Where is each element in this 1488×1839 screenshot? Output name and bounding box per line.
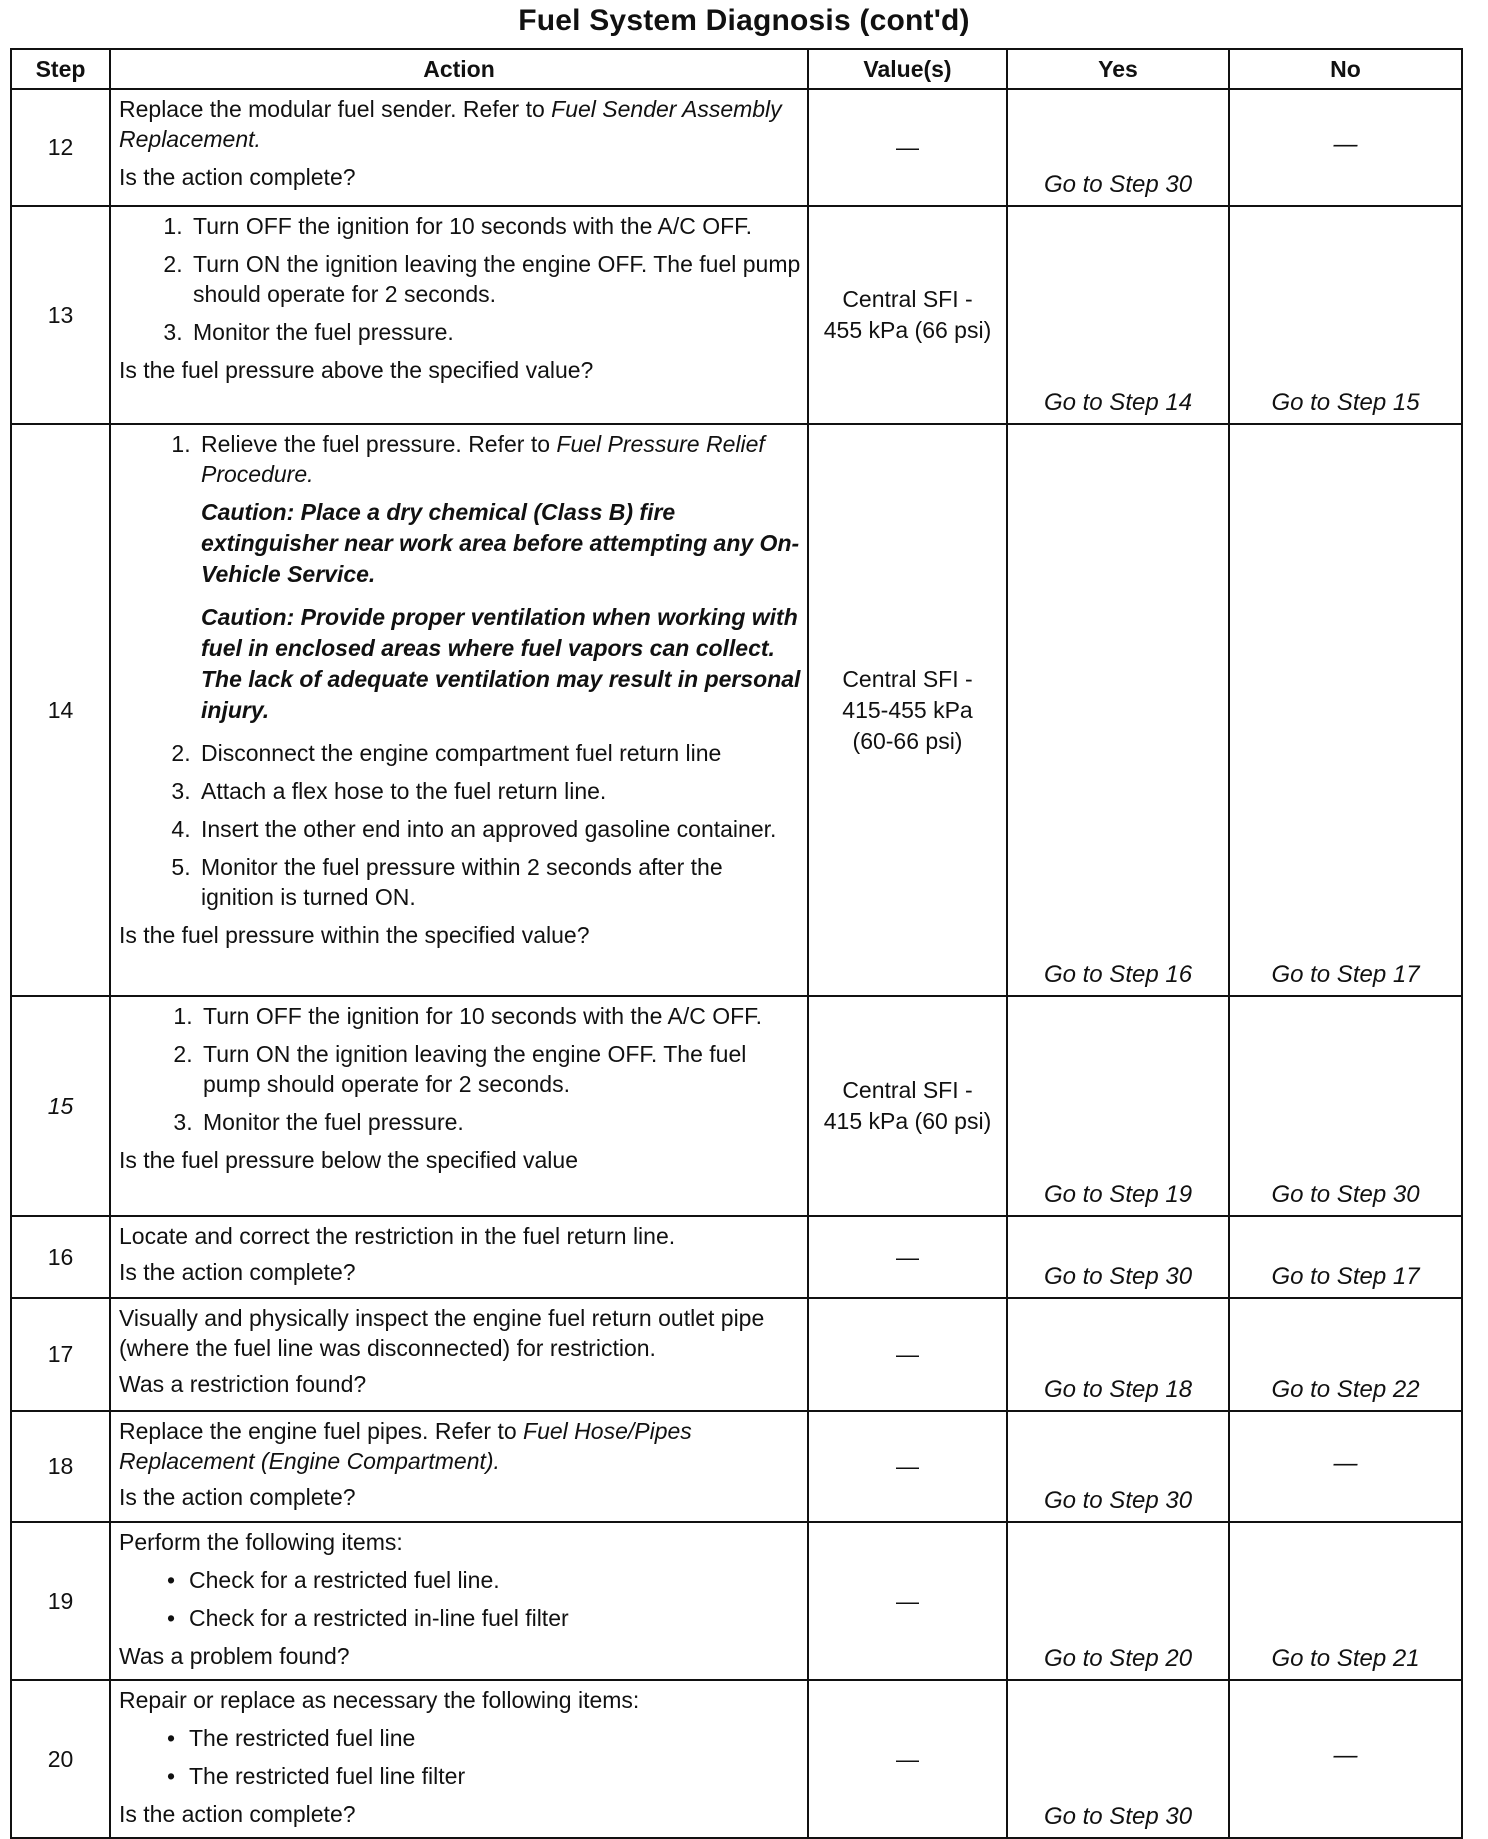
value-cell: — xyxy=(808,1298,1007,1411)
list-item: • The restricted fuel line xyxy=(189,1723,801,1753)
action-question: Is the action complete? xyxy=(119,164,356,190)
list-item: 3. Attach a flex hose to the fuel return line. xyxy=(197,776,801,806)
caution-note: Caution: Place a dry chemical (Class B) fire extinguisher near work area before attempting any On-Vehicle Service. xyxy=(201,499,800,587)
table-row-step-14 xyxy=(11,424,1462,996)
list-item: 2. Turn ON the ignition leaving the engine OFF. The fuel pump should operate for 2 seconds. xyxy=(189,249,801,309)
table-row-step-15 xyxy=(11,996,1462,1216)
action-cell xyxy=(110,996,808,1216)
header-row xyxy=(11,49,1462,89)
step-number: 13 xyxy=(11,206,110,424)
action-question: Is the fuel pressure within the specified value? xyxy=(119,922,590,948)
list-item: 4. Insert the other end into an approved gasoline container. xyxy=(197,814,801,844)
step-number: 19 xyxy=(11,1522,110,1680)
action-question: Is the action complete? xyxy=(119,1259,356,1285)
action-cell xyxy=(110,1522,808,1680)
no-cell: Go to Step 22 xyxy=(1229,1298,1462,1411)
no-cell: Go to Step 15 xyxy=(1229,206,1462,424)
value-cell: — xyxy=(808,1680,1007,1838)
action-text: Visually and physically inspect the engine fuel return outlet pipe (where the fuel line was disconnected) for restriction. xyxy=(119,1305,765,1361)
action-text: Replace the modular fuel sender. Refer to Fuel Sender Assembly Replacement. xyxy=(119,96,782,152)
no-cell: Go to Step 17 xyxy=(1229,424,1462,996)
table-row-step-16 xyxy=(11,1216,1462,1298)
page-title: Fuel System Diagnosis (cont'd) xyxy=(518,4,970,37)
caution-note: Caution: Provide proper ventilation when working with fuel in enclosed areas where fuel vapors can collect. The lack of adequate ventilation may result in personal injury. xyxy=(201,604,801,723)
action-cell xyxy=(110,424,808,996)
action-question: Is the action complete? xyxy=(119,1484,356,1510)
table-row-step-12 xyxy=(11,89,1462,206)
action-text: Repair or replace as necessary the following items: xyxy=(119,1687,640,1713)
action-question: Is the fuel pressure above the specified value? xyxy=(119,357,594,383)
list-item: 1. Turn OFF the ignition for 10 seconds with the A/C OFF. xyxy=(189,211,801,241)
yes-cell: Go to Step 30 xyxy=(1007,89,1229,206)
list-item: 3. Monitor the fuel pressure. xyxy=(199,1107,801,1137)
value-cell: Central SFI - 415 kPa (60 psi) xyxy=(808,996,1007,1216)
yes-cell: Go to Step 30 xyxy=(1007,1680,1229,1838)
value-cell: Central SFI - 415-455 kPa (60-66 psi) xyxy=(808,424,1007,996)
action-cell xyxy=(110,89,808,206)
yes-cell: Go to Step 30 xyxy=(1007,1216,1229,1298)
action-question: Was a restriction found? xyxy=(119,1371,367,1397)
action-steps xyxy=(119,1001,801,1137)
yes-cell: Go to Step 30 xyxy=(1007,1411,1229,1522)
table-row-step-20 xyxy=(11,1680,1462,1838)
value-cell: — xyxy=(808,1216,1007,1298)
header-step: Step xyxy=(11,49,110,89)
action-question: Was a problem found? xyxy=(119,1643,350,1669)
yes-cell: Go to Step 18 xyxy=(1007,1298,1229,1411)
step-number: 12 xyxy=(11,89,110,206)
list-item: 2. Disconnect the engine compartment fuel return line xyxy=(197,738,801,768)
table-row-step-13 xyxy=(11,206,1462,424)
header-no: No xyxy=(1229,49,1462,89)
action-cell xyxy=(110,1680,808,1838)
value-cell: Central SFI - 455 kPa (66 psi) xyxy=(808,206,1007,424)
header-action: Action xyxy=(110,49,808,89)
step-number: 17 xyxy=(11,1298,110,1411)
table-row-step-18 xyxy=(11,1411,1462,1522)
diagnosis-table xyxy=(10,48,1463,1839)
no-cell: — xyxy=(1229,89,1462,206)
value-cell: — xyxy=(808,1411,1007,1522)
list-item: 3. Monitor the fuel pressure. xyxy=(189,317,801,347)
header-values: Value(s) xyxy=(808,49,1007,89)
action-text: Perform the following items: xyxy=(119,1529,403,1555)
action-steps xyxy=(119,211,801,347)
table-row-step-19 xyxy=(11,1522,1462,1680)
list-item: • Check for a restricted fuel line. xyxy=(189,1565,801,1595)
list-item: 1. Turn OFF the ignition for 10 seconds with the A/C OFF. xyxy=(199,1001,801,1031)
step-number: 20 xyxy=(11,1680,110,1838)
action-cell xyxy=(110,1216,808,1298)
value-cell: — xyxy=(808,89,1007,206)
action-question: Is the fuel pressure below the specified value xyxy=(119,1147,578,1173)
yes-cell: Go to Step 19 xyxy=(1007,996,1229,1216)
no-cell: — xyxy=(1229,1411,1462,1522)
value-cell: — xyxy=(808,1522,1007,1680)
step-number: 18 xyxy=(11,1411,110,1522)
table-row-step-17 xyxy=(11,1298,1462,1411)
action-cell xyxy=(110,206,808,424)
action-bullets xyxy=(119,1723,801,1791)
no-cell: Go to Step 17 xyxy=(1229,1216,1462,1298)
list-item: • The restricted fuel line filter xyxy=(189,1761,801,1791)
no-cell: Go to Step 30 xyxy=(1229,996,1462,1216)
action-cell xyxy=(110,1411,808,1522)
yes-cell: Go to Step 14 xyxy=(1007,206,1229,424)
yes-cell: Go to Step 16 xyxy=(1007,424,1229,996)
list-item: 1. Relieve the fuel pressure. Refer to Fuel Pressure Relief Procedure. Caution: Place a dry chemical (Class B) fire extinguisher near work area before attempting any On-Vehicle Service. Caution: Provide proper ventilation when working with fuel in enclosed areas where fuel vapors can collect. The lack of adequate ventilation may result in personal injury. xyxy=(197,429,801,726)
list-item: 5. Monitor the fuel pressure within 2 seconds after the ignition is turned ON. xyxy=(197,852,801,912)
list-item: • Check for a restricted in-line fuel filter xyxy=(189,1603,801,1633)
action-steps xyxy=(119,429,801,912)
step-number: 16 xyxy=(11,1216,110,1298)
action-bullets xyxy=(119,1565,801,1633)
no-cell: Go to Step 21 xyxy=(1229,1522,1462,1680)
no-cell: — xyxy=(1229,1680,1462,1838)
header-yes: Yes xyxy=(1007,49,1229,89)
step-number: 14 xyxy=(11,424,110,996)
list-item: 2. Turn ON the ignition leaving the engine OFF. The fuel pump should operate for 2 seconds. xyxy=(199,1039,801,1099)
yes-cell: Go to Step 20 xyxy=(1007,1522,1229,1680)
step-number: 15 xyxy=(11,996,110,1216)
action-text: Locate and correct the restriction in the fuel return line. xyxy=(119,1223,676,1249)
action-question: Is the action complete? xyxy=(119,1801,356,1827)
action-text: Replace the engine fuel pipes. Refer to Fuel Hose/Pipes Replacement (Engine Compartment). xyxy=(119,1418,692,1474)
action-cell xyxy=(110,1298,808,1411)
